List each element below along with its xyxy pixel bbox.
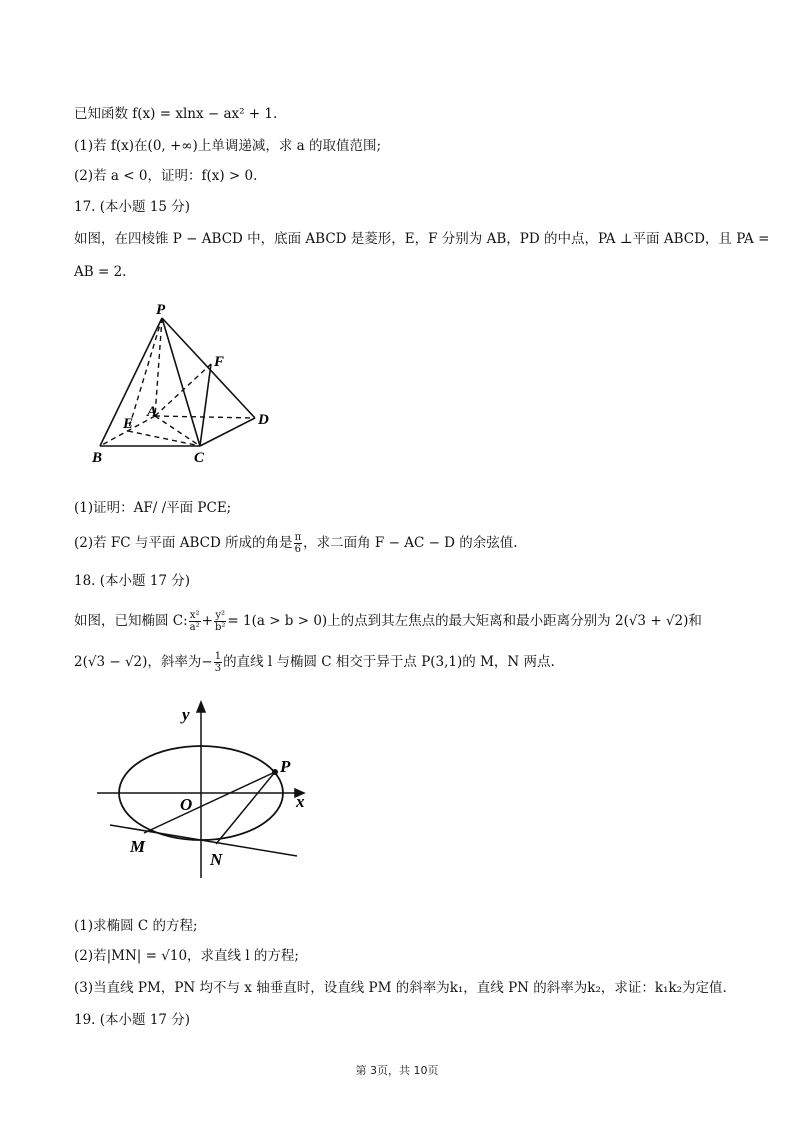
edge-af (155, 364, 211, 416)
label-o: O (180, 795, 193, 814)
label-b: B (92, 450, 103, 466)
pyramid-figure (80, 296, 290, 471)
ellipse-figure (92, 692, 322, 887)
q17-stem-line2: AB = 2. (74, 264, 127, 280)
label-a: A (147, 404, 158, 420)
edge-ad (155, 416, 255, 418)
label-f: F (214, 354, 225, 370)
edge-cd (200, 418, 255, 446)
label-d: D (258, 412, 269, 428)
label-x: x (296, 792, 305, 811)
label-e: E (123, 416, 134, 432)
edge-pa (155, 318, 162, 416)
q17-part2 (74, 532, 518, 555)
label-p: P (156, 302, 166, 318)
edge-pc (162, 318, 200, 446)
q17-part2-text-b: ，求二面角 F − AC − D 的余弦值. (303, 535, 518, 551)
q18-part3: (3)当直线 PM，PN 均不与 x 轴垂直时，设直线 PM 的斜率为k₁，直线 PN 的斜率为k₂，求证：k₁k₂为定值. (74, 980, 727, 996)
fraction-pi-6: $\frac{\pi}{6}$ (294, 532, 302, 555)
segment-pm (144, 772, 275, 833)
q18-header: 18. (本小题 17 分) (74, 573, 191, 589)
label-m: M (130, 837, 146, 856)
point-p (272, 769, 278, 775)
page-footer: 第 3页，共 10页 (355, 1064, 439, 1077)
edge-pd (162, 318, 255, 418)
q16-part2: (2)若 a < 0，证明：f(x) > 0. (74, 168, 258, 184)
label-c: C (194, 450, 205, 466)
q19-header: 19. (本小题 17 分) (74, 1012, 191, 1028)
label-n: N (210, 850, 223, 869)
edge-cf (200, 364, 211, 446)
q17-part1: (1)证明：AF/ /平面 PCE; (74, 500, 232, 516)
q17-part2-text-a: (2)若 FC 与平面 ABCD 所成的角是 (74, 535, 293, 551)
fraction-y2-b2: $\frac{\text{y²}}{\text{b²}}$ (214, 610, 226, 633)
q17-header: 17. (本小题 15 分) (74, 199, 191, 215)
q18-part2: (2)若|MN| = √10，求直线 l 的方程; (74, 948, 299, 964)
q18-part1: (1)求椭圆 C 的方程; (74, 918, 198, 934)
q18-stem-line1: 如图，已知椭圆 C: $\frac{\text{x²}}{\text{a²}}$ + $\frac{\text{y²}}{\text{b²}}$ = 1(a > b > 0)上的点到其左焦点的最大矩离和最小距离分别为 2(√3 + √2)和 (74, 610, 702, 633)
label-y: y (182, 705, 190, 724)
y-axis-arrow (197, 702, 205, 712)
q18-stem-line2: 2(√3 − √2)，斜率为− $\frac{1}{3}$ 的直线 l 与椭圆 C 相交于异于点 P(3,1)的 M，N 两点. (74, 651, 555, 674)
q16-intro: 已知函数 f(x) = xlnx − ax² + 1. (74, 106, 278, 122)
fraction-1-3: $\frac{1}{3}$ (214, 651, 222, 674)
q17-stem-line1: 如图，在四棱锥 P − ABCD 中，底面 ABCD 是菱形，E，F 分别为 AB，PD 的中点，PA ⊥平面 ABCD，且 PA = (74, 231, 770, 247)
fraction-x2-a2: $\frac{\text{x²}}{\text{a²}}$ (189, 610, 200, 633)
q16-part1: (1)若 f(x)在(0, +∞)上单调递减，求 a 的取值范围; (74, 138, 381, 154)
label-p2: P (280, 757, 291, 776)
